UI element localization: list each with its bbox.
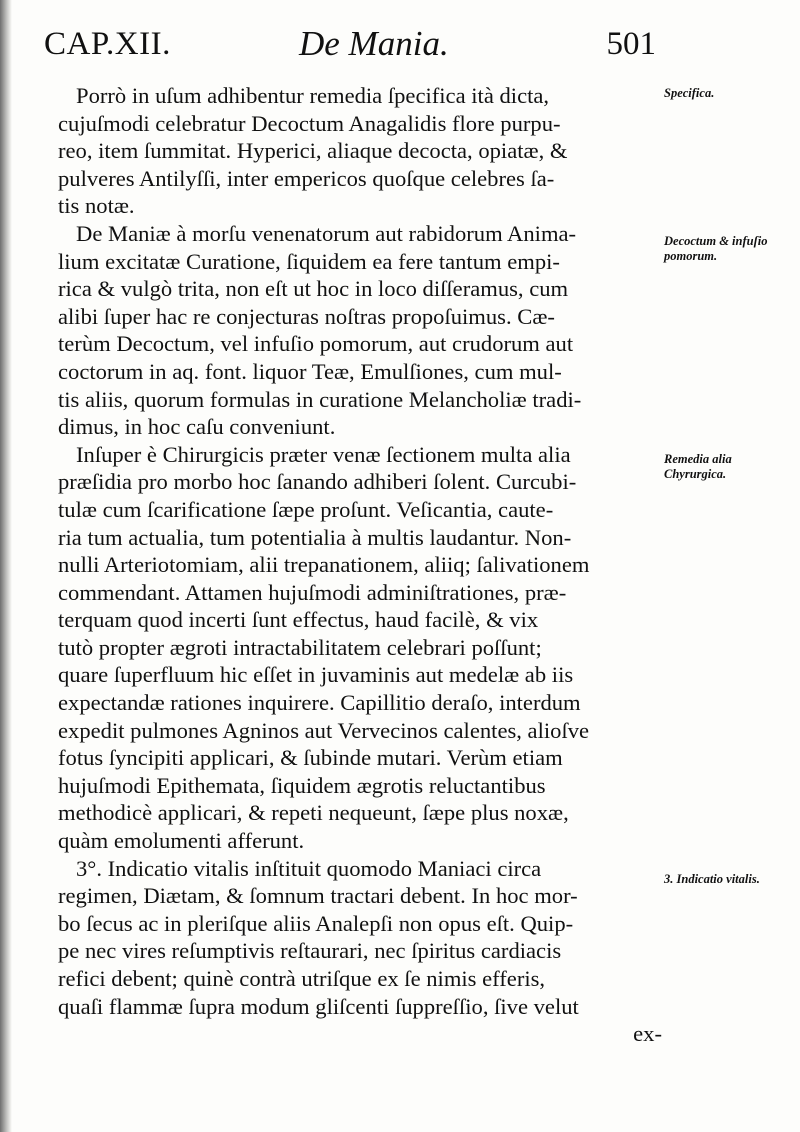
page-number: 501 (606, 26, 656, 62)
text-line: lium excitatæ Curatione, ſiquidem ea fere tantum empi- (58, 248, 560, 274)
text-line: fotus ſyncipiti applicari, & ſubinde mutari. Verùm etiam (58, 745, 563, 771)
text-line: coctorum in aq. font. liquor Teæ, Emulſiones, cum mul- (58, 358, 562, 384)
text-line: tis aliis, quorum formulas in curatione Melancholiæ tradi- (58, 386, 582, 412)
text-line: cujuſmodi celebratur Decoctum Anagalidis flore purpu- (58, 110, 561, 136)
page-body (58, 82, 662, 1048)
text-line: hujuſmodi Epithemata, ſiquidem ægrotis reluctantibus (58, 772, 546, 798)
paragraph-de-maniae-curatione (58, 220, 662, 441)
margin-note-indicatio-vitalis: 3. Indicatio vitalis. (664, 872, 760, 886)
margin-note-specifica: Specifica. (664, 86, 715, 100)
text-line: pe nec vires reſumptivis reſtaurari, nec ſpiritus cardiacis (58, 938, 562, 964)
text-line: rica & vulgò trita, non eſt ut hoc in loco diſſeramus, cum (58, 276, 569, 302)
text-line: præſidia pro morbo hoc ſanando adhiberi ſolent. Curcubi- (58, 469, 577, 495)
running-header (44, 26, 656, 74)
text-line: pulveres Antilyſſi, inter empericos quoſque celebres ſa- (58, 165, 555, 191)
text-line: terùm Decoctum, vel infuſio pomorum, aut crudorum aut (58, 331, 574, 357)
text-line: alibi ſuper hac re conjecturas noſtras propoſuimus. Cæ- (58, 303, 555, 329)
text-line: tulæ cum ſcarificatione ſæpe proſunt. Veſicantia, caute- (58, 496, 554, 522)
text-line: nulli Arteriotomiam, alii trepanationem, aliiq; ſalivationem (58, 552, 590, 578)
text-line: Inſuper è Chirurgicis præter venæ ſectionem multa alia (76, 441, 571, 467)
text-line: De Maniæ à morſu venenatorum aut rabidorum Anima- (76, 220, 577, 246)
paragraph-remedia-specifica (58, 82, 662, 220)
text-line: quaſi flammæ ſupra modum gliſcenti ſuppreſſio, ſive velut (58, 993, 579, 1019)
page-gutter-shadow (0, 0, 12, 1132)
text-line: quare ſuperfluum hic eſſet in juvaminis aut medelæ ab iis (58, 662, 574, 688)
text-line: 3°. Indicatio vitalis inſtituit quomodo Maniaci circa (76, 855, 542, 881)
chapter-label: CAP.XII. (44, 26, 171, 62)
text-line: quàm emolumenti afferunt. (58, 828, 305, 854)
text-line: tutò propter ægroti intractabilitatem celebrari poſſunt; (58, 634, 542, 660)
text-line: reo, item ſummitat. Hyperici, aliaque decocta, opiatæ, & (58, 138, 568, 164)
text-line: expectandæ rationes inquirere. Capillitio deraſo, interdum (58, 690, 581, 716)
text-line: tis notæ. (58, 193, 135, 219)
paragraph-chirurgicis (58, 441, 662, 855)
catchword: ex- (633, 1021, 662, 1047)
text-line: terquam quod incerti ſunt effectus, haud facilè, & vix (58, 607, 539, 633)
margin-note-remedia-chyrurgica: Remedia alia Chyrurgica. (664, 452, 732, 481)
text-line: Porrò in uſum adhibentur remedia ſpecifica ità dicta, (76, 83, 550, 108)
text-line: commendant. Attamen hujuſmodi adminiſtrationes, præ- (58, 579, 567, 605)
text-line: bo ſecus ac in pleriſque aliis Analepſi non opus eſt. Quip- (58, 910, 574, 936)
paragraph-indicatio-vitalis (58, 855, 662, 1021)
text-line: expedit pulmones Agninos aut Vervecinos calentes, alioſve (58, 717, 590, 743)
margin-note-decoctum: Decoctum & infuſio pomorum. (664, 234, 768, 263)
page-title: De Mania. (299, 24, 449, 63)
text-line: methodicè applicari, & repeti nequeunt, ſæpe plus noxæ, (58, 800, 569, 826)
text-line: ria tum actualia, tum potentialia à multis laudantur. Non- (58, 524, 572, 550)
text-line: dimus, in hoc caſu conveniunt. (58, 414, 336, 440)
text-line: refici debent; quinè contrà utriſque ex ſe nimis efferis, (58, 966, 546, 991)
text-line: regimen, Diætam, & ſomnum tractari debent. In hoc mor- (58, 883, 578, 909)
